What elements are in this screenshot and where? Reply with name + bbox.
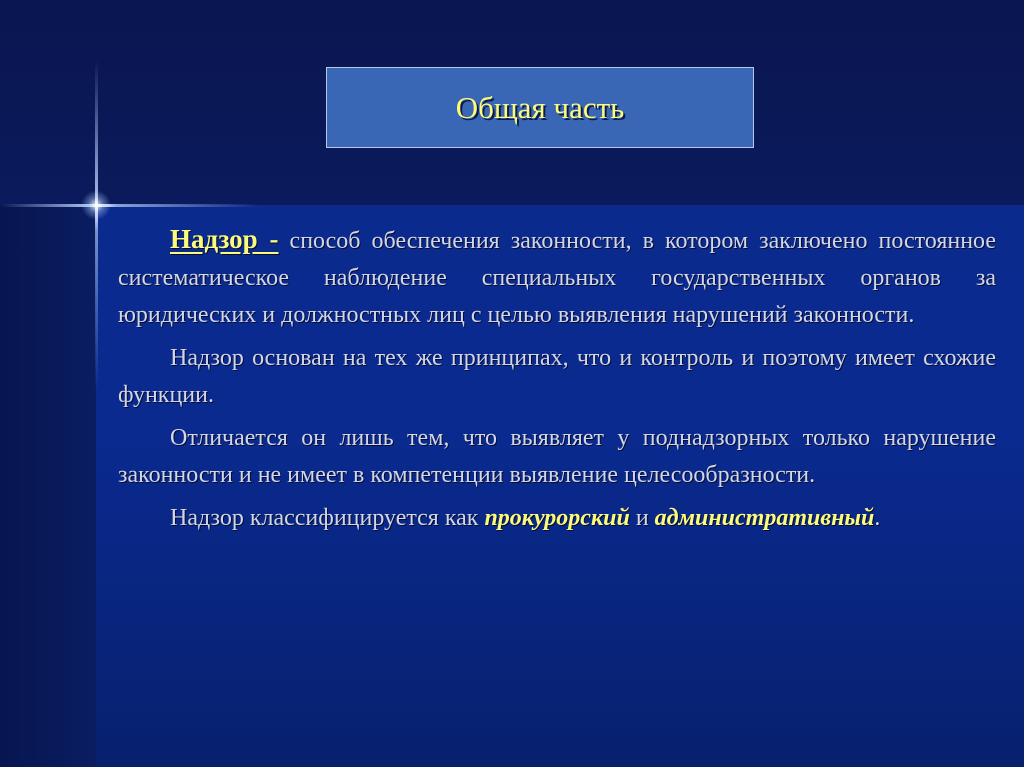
classification-end: . bbox=[874, 505, 881, 531]
light-flare-horizontal bbox=[0, 204, 260, 207]
classification-type-administrative: административный bbox=[654, 505, 875, 531]
classification-type-prosecutorial: прокурорский bbox=[484, 505, 630, 531]
definition-term: Надзор - bbox=[170, 224, 279, 254]
classification-conjunction: и bbox=[629, 505, 655, 531]
classification-prefix: Надзор классифицируется как bbox=[170, 505, 485, 531]
background-left-strip bbox=[0, 205, 96, 767]
light-flare-vertical bbox=[95, 60, 98, 390]
slide-title-box bbox=[326, 67, 754, 148]
paragraph-principles: Надзор основан на тех же принципах, что и контроль и поэтому имеет схожие функции. bbox=[118, 345, 996, 408]
definition-text: способ обеспечения законности, в котором заключено постоянное систематическое наблюдение специальных государственных органов за юридических и должностных лиц с целью выявления нарушений законности. bbox=[118, 228, 996, 328]
paragraph-classification bbox=[118, 500, 996, 537]
paragraph-difference: Отличается он лишь тем, что выявляет у поднадзорных только нарушение законности и не имеет в компетенции выявление целесообразности. bbox=[118, 425, 996, 488]
light-flare-glow bbox=[81, 190, 111, 220]
definition-paragraph bbox=[118, 221, 996, 334]
slide-title: Общая часть bbox=[455, 89, 625, 125]
slide-body bbox=[118, 221, 996, 543]
